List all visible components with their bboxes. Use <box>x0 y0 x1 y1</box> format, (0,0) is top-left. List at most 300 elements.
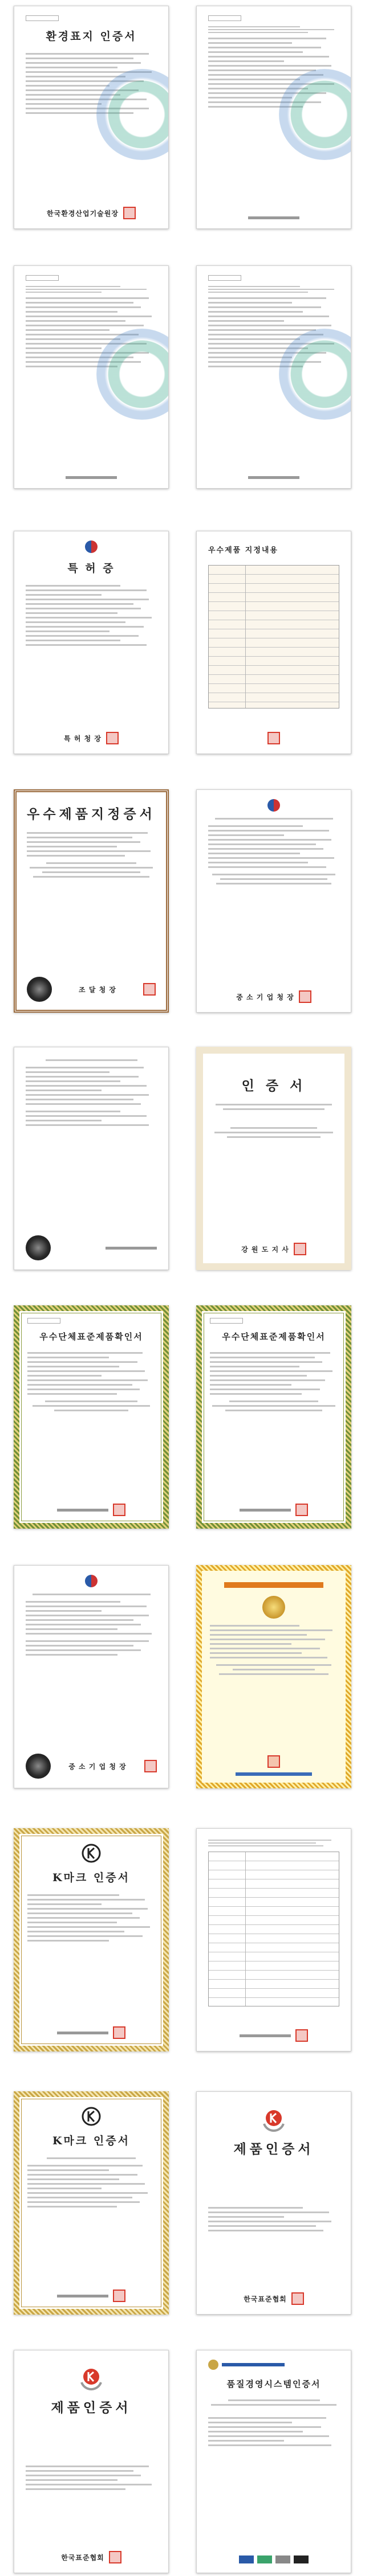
text-line <box>210 1389 320 1390</box>
issuer-name: 강 원 도 지 사 <box>241 1245 289 1254</box>
document-title: 품질경영시스템인증서 <box>226 2379 321 2389</box>
embossed-seal-icon <box>27 977 52 1002</box>
document-footer <box>212 1243 335 1255</box>
text-line <box>208 866 326 868</box>
document-footer <box>208 990 339 1003</box>
text-line <box>208 302 292 304</box>
text-line <box>216 1104 331 1105</box>
certificate-quality-management <box>196 2350 351 2573</box>
document-title: 우수단체표준제품확인서 <box>39 1332 143 1342</box>
text-line <box>27 2183 145 2185</box>
text-line <box>26 2484 152 2485</box>
certificate-k-mark-2 <box>14 2091 169 2315</box>
certificate-product-list <box>196 1828 351 2051</box>
body-text <box>26 1064 157 1108</box>
text-line <box>26 67 117 68</box>
certificate-group-standard-2 <box>196 1305 351 1529</box>
body-text <box>26 1598 157 1637</box>
statement-text <box>210 1398 338 1414</box>
text-line <box>26 1103 141 1105</box>
document-footer <box>208 732 339 744</box>
text-line <box>26 289 147 290</box>
text-line <box>27 850 151 852</box>
text-line <box>208 56 329 58</box>
text-line <box>26 640 120 641</box>
red-seal-stamp-icon <box>295 2029 308 2042</box>
text-line <box>214 1132 332 1133</box>
text-line <box>208 38 326 39</box>
text-line <box>33 876 149 878</box>
header-text <box>208 284 339 294</box>
text-line <box>27 841 140 843</box>
statement-text <box>26 1108 157 1129</box>
text-line <box>227 1136 321 1138</box>
text-line <box>27 1903 102 1905</box>
document-title: 우수제품지정증서 <box>27 806 156 822</box>
text-line <box>26 2466 149 2467</box>
accreditation-logo-icon <box>239 2555 254 2563</box>
issuer-name <box>57 2032 108 2034</box>
text-line <box>27 1940 109 1942</box>
document-footer <box>26 1754 157 1779</box>
red-seal-stamp-icon <box>144 1760 157 1772</box>
red-seal-stamp-icon <box>109 2551 121 2563</box>
document-footer <box>26 476 157 479</box>
text-line <box>208 830 329 832</box>
text-line <box>27 2165 143 2167</box>
text-line <box>210 1352 330 1354</box>
government-emblem-icon <box>85 540 98 553</box>
text-line <box>208 1840 331 1841</box>
text-line <box>210 1379 325 1381</box>
text-line <box>210 1366 299 1367</box>
text-line <box>208 834 284 836</box>
company-text <box>212 1101 335 1113</box>
text-line <box>27 1389 140 1390</box>
text-line <box>208 857 334 859</box>
text-line <box>210 1361 322 1363</box>
k-mark-logo-icon <box>27 1843 155 1864</box>
text-line <box>208 60 284 62</box>
red-seal-stamp-icon <box>267 732 280 744</box>
certificate-designation <box>14 1047 169 1270</box>
text-line <box>26 603 133 605</box>
certifier-name-bar <box>222 2363 285 2366</box>
text-line <box>215 818 333 820</box>
text-line <box>208 79 300 80</box>
text-line <box>208 839 331 841</box>
document-title: 제품인증서 <box>233 2141 314 2157</box>
body-text <box>27 1349 155 1398</box>
body-text <box>26 2463 157 2493</box>
certificate-provincial <box>196 1047 351 1270</box>
text-line <box>26 286 120 287</box>
certificate-sme-confirmation <box>196 789 351 1013</box>
text-line <box>27 1366 119 1367</box>
issuer-name <box>66 476 117 479</box>
text-line <box>27 1926 150 1928</box>
text-line <box>219 1673 329 1675</box>
statement-text <box>210 1661 338 1678</box>
text-line <box>26 53 149 55</box>
text-line <box>208 2221 331 2222</box>
text-line <box>26 1111 120 1112</box>
k-mark-logo-icon <box>26 2365 157 2391</box>
text-line <box>210 1625 299 1627</box>
text-line <box>27 1370 145 1372</box>
text-line <box>26 635 139 637</box>
text-line <box>26 1645 133 1647</box>
body-text <box>27 1891 155 1944</box>
text-line <box>211 2404 337 2406</box>
certificate-direct-production <box>14 1565 169 1788</box>
text-line <box>208 357 292 358</box>
government-emblem-icon <box>267 799 280 812</box>
issuer-name: 한국표준협회 <box>244 2295 287 2303</box>
text-line <box>208 2440 284 2442</box>
text-line <box>208 289 334 290</box>
document-footer <box>27 2290 155 2302</box>
text-line <box>26 594 102 596</box>
text-line <box>33 1405 150 1407</box>
text-line <box>26 1619 133 1621</box>
text-line <box>208 848 323 850</box>
text-line <box>26 2479 117 2481</box>
text-line <box>27 1393 117 1395</box>
text-line <box>26 85 110 87</box>
red-seal-stamp-icon <box>143 983 156 996</box>
text-line <box>26 1120 102 1121</box>
document-footer <box>27 2026 155 2039</box>
text-line <box>208 325 331 326</box>
text-line <box>208 2417 326 2419</box>
certificate-k-mark-1 <box>14 1828 169 2051</box>
text-line <box>208 26 300 27</box>
text-line <box>27 1357 109 1358</box>
document-number-box <box>26 275 59 281</box>
text-line <box>228 2399 320 2401</box>
text-line <box>27 1917 140 1919</box>
text-line <box>26 347 102 349</box>
text-line <box>225 1410 322 1411</box>
text-line <box>208 825 303 827</box>
text-line <box>233 1669 314 1670</box>
certificate-annex-2 <box>14 265 169 489</box>
k-mark-logo-icon <box>208 2107 339 2133</box>
body-text <box>208 2414 339 2449</box>
text-line <box>27 2188 102 2189</box>
text-line <box>27 2201 140 2203</box>
text-line <box>208 1845 323 1846</box>
text-line <box>27 1935 143 1937</box>
text-line <box>46 862 136 864</box>
document-footer <box>208 216 339 219</box>
details-table <box>208 565 339 708</box>
issuer-name: 중 소 기 업 청 장 <box>236 993 294 1001</box>
text-line <box>27 1352 143 1354</box>
title-text <box>26 1591 157 1598</box>
header-text <box>26 284 157 294</box>
text-line <box>208 2230 323 2231</box>
text-line <box>208 329 316 331</box>
document-footer <box>26 207 157 219</box>
red-seal-stamp-icon <box>299 990 311 1003</box>
header-text <box>208 24 339 35</box>
text-line <box>26 76 125 77</box>
document-title: 우수단체표준제품확인서 <box>222 1332 326 1342</box>
text-line <box>208 306 321 308</box>
text-line <box>26 617 152 619</box>
document-title: K마크 인증서 <box>52 2135 130 2147</box>
text-line <box>26 1601 120 1603</box>
text-line <box>216 883 331 884</box>
document-number-box <box>208 15 241 21</box>
text-line <box>26 1115 147 1117</box>
text-line <box>208 316 329 317</box>
text-line <box>46 1059 137 1061</box>
text-line <box>208 292 308 293</box>
certifier-logo-icon <box>208 2360 218 2370</box>
text-line <box>26 2488 125 2490</box>
text-line <box>208 69 316 71</box>
red-seal-stamp-icon <box>267 1755 280 1768</box>
text-line <box>26 1610 102 1612</box>
document-title: K마크 인증서 <box>52 1871 130 1884</box>
text-line <box>27 837 132 838</box>
gold-medal-icon <box>262 1596 285 1619</box>
text-line <box>27 1922 117 1923</box>
text-line <box>210 1357 315 1358</box>
text-line <box>26 1633 152 1635</box>
company-text <box>208 2397 339 2409</box>
text-line <box>26 1124 149 1126</box>
document-footer <box>208 2029 339 2042</box>
text-line <box>208 286 300 287</box>
text-line <box>210 1634 307 1636</box>
certificate-technology <box>196 1565 351 1788</box>
text-line <box>26 2470 133 2472</box>
text-line <box>26 1085 147 1087</box>
red-seal-stamp-icon <box>113 2026 125 2039</box>
text-line <box>208 2225 316 2227</box>
body-text <box>208 822 339 871</box>
text-line <box>229 1400 319 1402</box>
document-number-box <box>210 1318 243 1324</box>
text-line <box>27 1894 119 1896</box>
statement-text <box>26 1637 157 1658</box>
document-footer <box>210 1755 338 1768</box>
issuer-name <box>240 2034 291 2037</box>
issuer-name: 한국표준협회 <box>61 2553 104 2562</box>
text-line <box>208 2444 331 2446</box>
text-line <box>208 2207 303 2209</box>
text-line <box>26 621 125 623</box>
text-line <box>27 832 148 834</box>
document-footer <box>27 977 156 1002</box>
text-line <box>27 1912 132 1914</box>
text-line <box>26 1090 102 1091</box>
text-line <box>27 1931 124 1932</box>
text-line <box>26 1080 120 1082</box>
text-line <box>26 1606 147 1607</box>
body-text <box>27 829 156 859</box>
text-line <box>54 1410 128 1411</box>
red-seal-stamp-icon <box>295 1504 308 1516</box>
title-banner <box>224 1582 324 1588</box>
text-line <box>26 62 141 64</box>
issuer-name <box>57 2295 108 2297</box>
certificate-group-standard-1 <box>14 1305 169 1529</box>
text-line <box>210 1384 291 1386</box>
text-line <box>26 302 133 304</box>
text-line <box>27 1384 132 1386</box>
government-emblem-icon <box>85 1575 98 1587</box>
text-line <box>27 1908 148 1910</box>
text-line <box>26 103 102 105</box>
text-line <box>223 1108 324 1110</box>
text-line <box>26 1094 149 1096</box>
document-number-box <box>26 15 59 21</box>
red-seal-stamp-icon <box>123 207 136 219</box>
document-title: 환경표지 인증서 <box>46 30 137 43</box>
text-line <box>26 585 120 587</box>
text-line <box>26 2475 141 2476</box>
text-line <box>26 1076 139 1078</box>
text-line <box>26 329 110 331</box>
text-line <box>208 2216 284 2218</box>
certificate-product-1 <box>196 2091 351 2315</box>
text-line <box>210 1375 307 1377</box>
text-line <box>26 320 125 322</box>
text-line <box>27 2174 137 2176</box>
text-line <box>212 1405 335 1407</box>
certificate-excellent-product <box>14 789 169 1013</box>
text-line <box>33 1594 151 1595</box>
text-line <box>210 1370 332 1372</box>
text-line <box>27 1379 148 1381</box>
issuer-name: 특 허 청 장 <box>64 734 102 743</box>
title-text <box>208 815 339 822</box>
document-footer <box>26 732 157 744</box>
text-line <box>26 311 117 313</box>
text-line <box>26 630 110 632</box>
issuer-name <box>248 216 299 219</box>
text-line <box>208 843 316 845</box>
text-line <box>26 1624 141 1625</box>
issuer-name: 중 소 기 업 청 장 <box>68 1762 127 1771</box>
document-footer <box>208 476 339 479</box>
text-line <box>208 47 321 48</box>
document-number-box <box>208 275 241 281</box>
text-line <box>47 2157 136 2159</box>
text-line <box>208 2426 321 2428</box>
text-line <box>208 2435 329 2437</box>
issuer-name: 조 달 청 장 <box>79 985 116 994</box>
issuer-name: 한국환경산업기술원장 <box>47 209 119 218</box>
text-line <box>42 871 140 873</box>
title-text <box>26 1056 157 1064</box>
text-line <box>30 867 153 869</box>
document-title: 우수제품 지정내용 <box>208 546 278 555</box>
embossed-seal-icon <box>26 1235 51 1260</box>
certificate-environmental-label <box>14 6 169 229</box>
document-footer <box>27 1504 155 1516</box>
text-line <box>26 316 152 317</box>
text-line <box>208 853 300 854</box>
text-line <box>208 1842 316 1844</box>
product-table <box>208 1852 339 2006</box>
certificate-annex-1 <box>196 6 351 229</box>
text-line <box>208 2431 303 2432</box>
text-line <box>27 2206 117 2208</box>
text-line <box>27 846 117 847</box>
text-line <box>210 1643 291 1645</box>
text-line <box>26 608 141 609</box>
document-footer <box>210 1504 338 1516</box>
certificate-patent <box>14 531 169 754</box>
text-line <box>208 2211 329 2213</box>
text-line <box>27 855 125 857</box>
issuer-name <box>240 1509 291 1512</box>
text-line <box>208 297 326 299</box>
text-line <box>26 306 141 308</box>
document-title: 제품인증서 <box>51 2400 132 2415</box>
subtitle-text <box>27 2155 155 2162</box>
text-line <box>208 51 303 53</box>
certificate-product-2 <box>14 2350 169 2573</box>
text-line <box>26 58 133 59</box>
text-line <box>26 599 149 600</box>
document-title: 인 증 서 <box>241 1078 306 1094</box>
text-line <box>208 320 284 322</box>
text-line <box>26 1640 149 1642</box>
accreditation-logo-icon <box>275 2555 290 2563</box>
body-text <box>208 2204 339 2234</box>
text-line <box>210 1393 302 1395</box>
text-line <box>210 1639 325 1640</box>
body-text <box>210 1622 338 1661</box>
text-line <box>216 1664 331 1666</box>
text-line <box>210 1629 332 1631</box>
red-seal-stamp-icon <box>294 1243 306 1255</box>
text-line <box>26 612 117 614</box>
text-line <box>26 644 147 646</box>
text-line <box>220 878 328 880</box>
issuer-name <box>106 1247 157 1250</box>
statement-text <box>208 871 339 887</box>
text-line <box>210 1648 320 1649</box>
issuer-name <box>57 1509 108 1512</box>
red-seal-stamp-icon <box>113 2290 125 2302</box>
k-mark-logo-icon <box>27 2106 155 2127</box>
text-line <box>210 1657 327 1658</box>
text-line <box>27 2197 132 2198</box>
text-line <box>208 97 292 99</box>
accreditation-logos <box>208 2555 339 2563</box>
text-line <box>26 1615 149 1616</box>
text-line <box>230 1127 317 1129</box>
body-text <box>27 2162 155 2210</box>
text-line <box>27 2169 109 2171</box>
red-seal-stamp-icon <box>113 1504 125 1516</box>
header-text <box>208 1838 339 1848</box>
issuer-banner <box>236 1772 312 1776</box>
document-footer <box>26 2551 157 2563</box>
embossed-seal-icon <box>26 1754 51 1779</box>
statement-text <box>27 1398 155 1414</box>
text-line <box>208 42 292 44</box>
text-line <box>26 589 147 591</box>
